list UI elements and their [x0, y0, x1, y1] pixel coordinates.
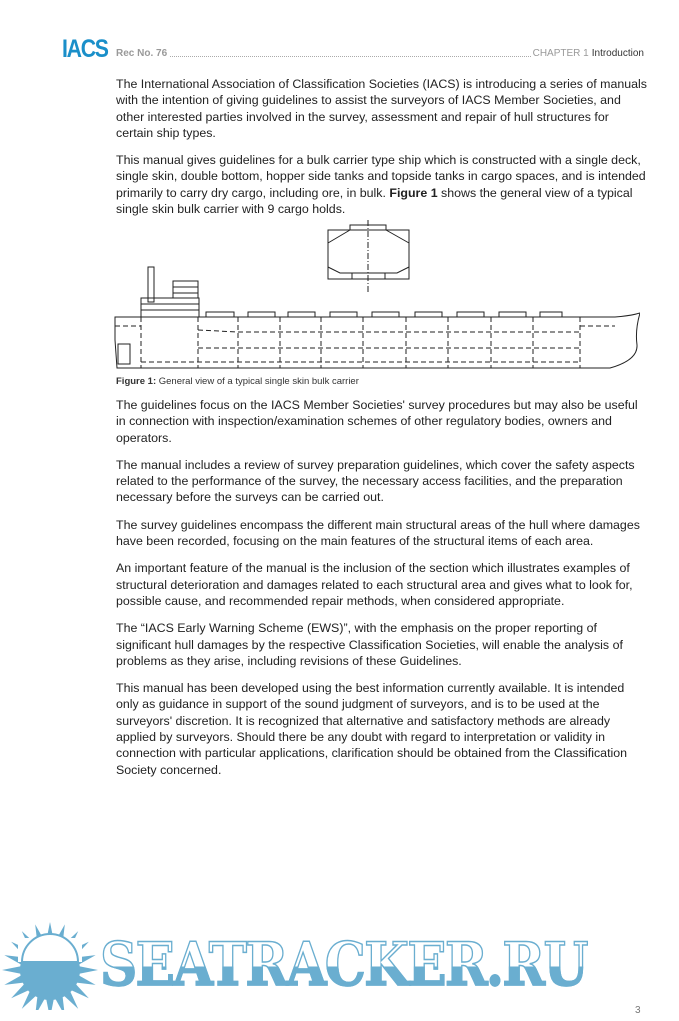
paragraph: The International Association of Classification Societies (IACS) is introducing a series of manuals with the intention of giving guidelines to assist the surveyors of IACS Member Societies, and other interested parties involved in the survey, assessment and repair of hull structures for certain ship types. [116, 77, 647, 140]
watermark-text: SEATRACKER.RU [100, 930, 587, 1000]
iacs-logo: IACS [62, 35, 108, 63]
text: This manual gives guidelines for a bulk carrier type ship which is constructed with a single deck, single skin, double bottom, hopper side tanks and topside tanks in cargo spaces, and is intended primarily to carry dry cargo, including ore, in bulk. [116, 153, 646, 200]
paragraph: This manual has been developed using the best information currently available. It is intended only as guidance in support of the sound judgment of surveyors, and is to be used at the surveyors' discretion. It is recognized that alternative and satisfactory methods are already applied by surveyors. Should there be any doubt with regard to interpretation or validity in connection with particular applications, clarification should be obtained from the Classification Society concerned. [116, 681, 628, 777]
figure-label: Figure 1: [116, 376, 157, 387]
paragraph: The guidelines focus on the IACS Member Societies' survey procedures but may also be useful in connection with inspection/examination schemes of other regulatory bodies, owners and operators. [116, 398, 638, 445]
leader-dots [170, 56, 530, 57]
body-text [116, 397, 648, 789]
profile-drawing [115, 267, 640, 368]
bulk-carrier-figure [100, 220, 640, 375]
paragraph [116, 152, 648, 217]
figure-caption [116, 376, 359, 387]
text: shows the general view of a typical single skin bulk carrier with 9 cargo holds. [116, 185, 633, 217]
page-number: 3 [635, 1005, 641, 1016]
cross-section-drawing [328, 220, 409, 292]
figure-ref: Figure 1 [389, 185, 438, 200]
page-header [62, 35, 644, 63]
rec-number: Rec No. 76 [116, 48, 168, 59]
intro-text [116, 76, 648, 228]
chapter-label: CHAPTER 1 [532, 48, 589, 59]
section-title: Introduction [591, 48, 644, 59]
paragraph: The “IACS Early Warning Scheme (EWS)”, with the emphasis on the proper reporting of significant hull damages by the respective Classification Societies, will enable the analysis of problems as they arise, including revisions of these Guidelines. [116, 621, 623, 668]
paragraph: The manual includes a review of survey preparation guidelines, which cover the safety aspects related to the performance of the survey, the necessary access facilities, and the preparation necessary before the surveys can be carried out. [116, 457, 635, 505]
paragraph: An important feature of the manual is the inclusion of the section which illustrates examples of structural deterioration and damages related to each structural area and gives what to look for, possible cause, and recommended repair methods, when considered appropriate. [116, 561, 633, 608]
caption-text: General view of a typical single skin bulk carrier [156, 376, 359, 387]
paragraph: The survey guidelines encompass the different main structural areas of the hull where damages have been recorded, focusing on the main features of the structural items of each area. [116, 517, 640, 549]
